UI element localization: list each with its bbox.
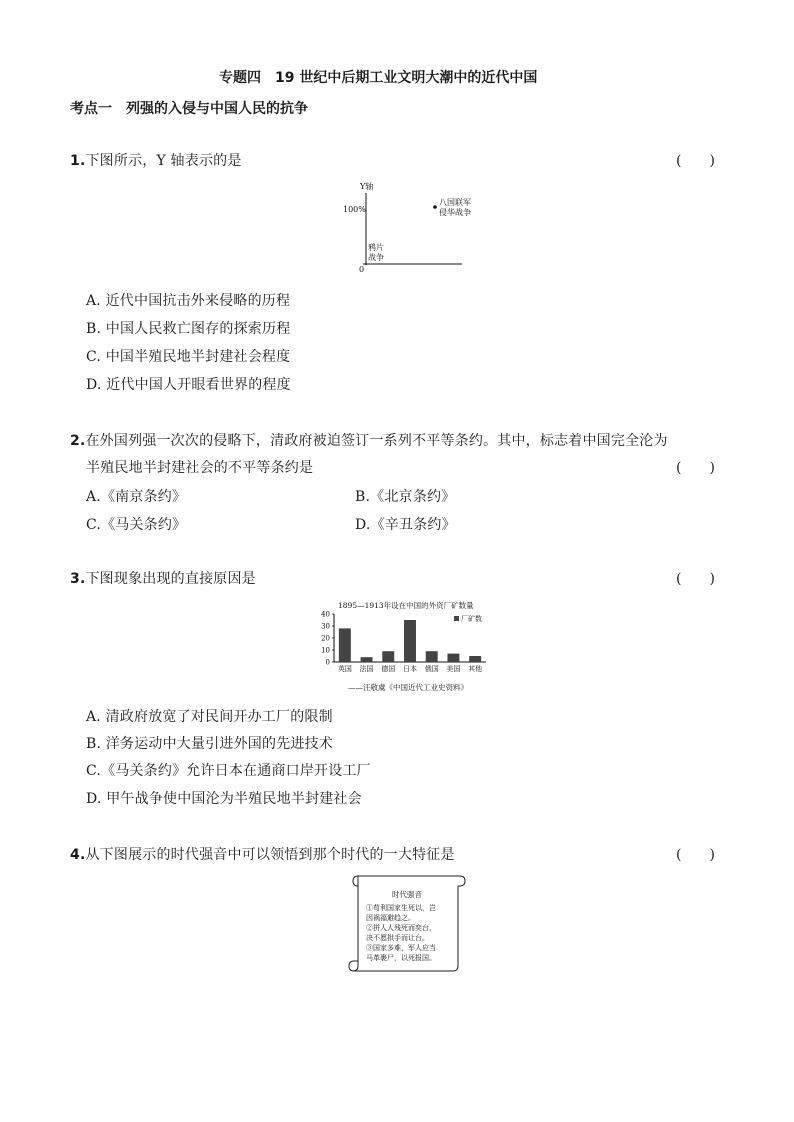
- bar-4: [404, 620, 416, 662]
- question-4-stem: [70, 844, 455, 864]
- q1-option-b[interactable]: B. 中国人民救亡图存的探索历程: [86, 321, 291, 337]
- category-label: 美国: [446, 665, 461, 673]
- q3-bar-chart: [314, 598, 494, 694]
- question-number: 4.: [70, 847, 86, 863]
- end-point-marker: [433, 205, 437, 209]
- category-label: 日本: [403, 665, 417, 673]
- scroll-line: 马革裹尸，以死报国。: [366, 954, 436, 962]
- question-text: 下图所示，Y 轴表示的是: [85, 153, 242, 169]
- q3-option-a[interactable]: A. 清政府放宽了对民间开办工厂的限制: [86, 709, 333, 725]
- legend-swatch: [454, 616, 459, 621]
- question-2-stem: [70, 430, 668, 450]
- bar-7: [469, 656, 481, 662]
- bar-5: [426, 651, 438, 662]
- y-tick-label: 30: [321, 622, 330, 631]
- category-label: 英国: [337, 665, 352, 673]
- scroll-line: ②拼人人残死而奕台，: [366, 924, 436, 932]
- y-tick-label: 40: [321, 610, 330, 619]
- q2-option-b[interactable]: B.《北京条约》: [355, 489, 456, 505]
- question-text: 下图现象出现的直接原因是: [85, 571, 256, 587]
- q3-option-c[interactable]: C.《马关条约》允许日本在通商口岸开设工厂: [86, 763, 371, 779]
- question-2-stem-line2: 半殖民地半封建社会的不平等条约是: [86, 460, 314, 476]
- q1-figure: [336, 176, 471, 276]
- question-number: 3.: [70, 571, 86, 587]
- start-point-label-2: 战争: [368, 253, 384, 262]
- question-3-stem: [70, 568, 256, 588]
- chart-source: ——汪敬虞《中国近代工业史资料》: [348, 683, 468, 692]
- page-title: 专题四 19 世纪中后期工业文明大潮中的近代中国: [219, 70, 538, 86]
- bar-3: [382, 651, 394, 662]
- q4-scroll-figure: [344, 870, 470, 974]
- category-label: 俄国: [424, 665, 439, 673]
- q1-option-d[interactable]: D. 近代中国人开眼看世界的程度: [86, 377, 291, 393]
- category-label: 其他: [468, 665, 483, 673]
- answer-blank[interactable]: ( ): [676, 571, 715, 587]
- y-axis-label: Y轴: [360, 182, 374, 191]
- q1-option-a[interactable]: A. 近代中国抗击外来侵略的历程: [86, 293, 291, 309]
- question-number: 1.: [70, 153, 86, 169]
- origin-label: 0: [359, 265, 365, 274]
- q2-option-d[interactable]: D.《辛丑条约》: [355, 517, 456, 533]
- q2-option-a[interactable]: A.《南京条约》: [86, 489, 187, 505]
- answer-blank[interactable]: ( ): [676, 847, 715, 863]
- q1-option-c[interactable]: C. 中国半殖民地半封建社会程度: [86, 349, 291, 365]
- legend-label: 厂矿数: [461, 615, 482, 623]
- scroll-title: 时代强音: [392, 890, 422, 899]
- scroll-line: 决不愿拱手而让台。: [366, 934, 429, 942]
- scroll-line: 因祸福避趋之。: [366, 914, 415, 922]
- q3-option-d[interactable]: D. 甲午战争使中国沦为半殖民地半封建社会: [86, 791, 362, 807]
- question-text: 从下图展示的时代强音中可以领悟到那个时代的一大特征是: [85, 847, 455, 863]
- y-tick-label: 20: [321, 634, 330, 643]
- question-text: 在外国列强一次次的侵略下，清政府被迫签订一系列不平等条约。其中，标志着中国完全沦为: [85, 433, 668, 449]
- start-point-label: 鸦片: [368, 243, 384, 252]
- q2-option-c[interactable]: C.《马关条约》: [86, 517, 187, 533]
- y-tick-100: 100%: [343, 205, 366, 214]
- answer-blank[interactable]: ( ): [676, 460, 715, 476]
- scroll-line: ③国家多难，军人应当: [366, 944, 436, 952]
- bar-6: [447, 654, 459, 662]
- question-1-stem: [70, 150, 242, 170]
- question-number: 2.: [70, 433, 86, 449]
- y-tick-label: 10: [321, 646, 330, 655]
- end-point-label-2: 侵华战争: [439, 208, 471, 217]
- category-label: 德国: [381, 665, 396, 673]
- bar-2: [361, 657, 373, 662]
- category-label: 法国: [359, 665, 374, 673]
- end-point-label: 八国联军: [439, 198, 471, 207]
- bar-1: [339, 628, 351, 662]
- section-heading: 考点一 列强的入侵与中国人民的抗争: [70, 101, 308, 117]
- chart-title: 1895—1913年设在中国的外资厂矿数量: [338, 601, 474, 610]
- answer-blank[interactable]: ( ): [676, 153, 715, 169]
- scroll-curl-top: [353, 876, 358, 886]
- y-tick-label: 0: [325, 658, 330, 667]
- q3-option-b[interactable]: B. 洋务运动中大量引进外国的先进技术: [86, 736, 333, 752]
- scroll-line: ①苟利国家生死以，岂: [366, 904, 436, 912]
